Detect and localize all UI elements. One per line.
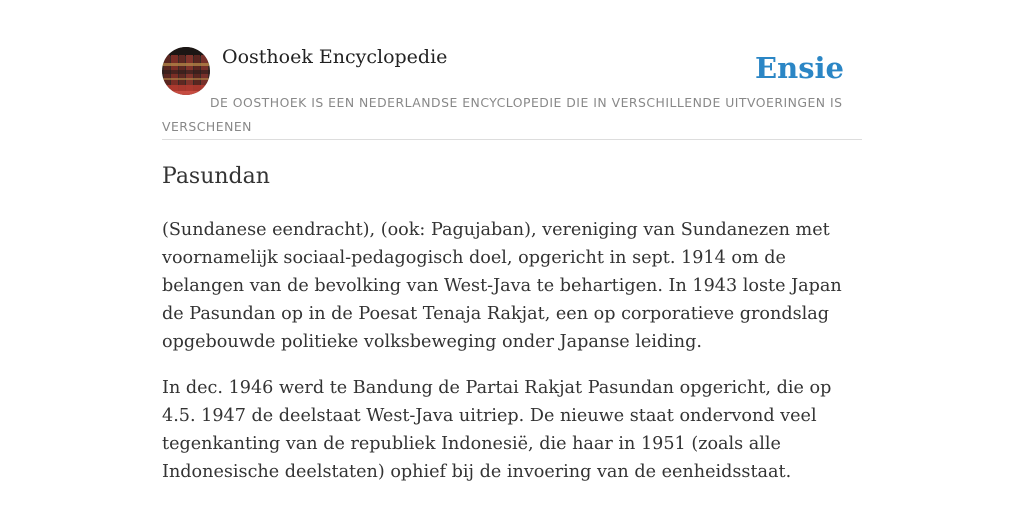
- entry-paragraph: (Sundanese eendracht), (ook: Pagujaban), vereniging van Sundanezen met voornamelijk sociaal-pedagogisch doel, opgericht in sept. 1914 om de belangen van de bevolking van West-Java te behartigen. In 1943 loste Japan de Pasundan op in de Poesat Tenaja Rakjat, een op corporatieve grondslag opgebouwde politieke volksbeweging onder Japanse leiding.: [162, 220, 842, 352]
- entry-paragraph: In dec. 1946 werd te Bandung de Partai Rakjat Pasundan opgericht, die op 4.5. 1947 de deelstaat West-Java uitriep. De nieuwe staat ondervond veel tegenkanting van de republiek Indonesië, die haar in 1951 (zoals alle Indonesische deelstaten) ophief bij de invoering van de eenheidsstaat.: [162, 378, 832, 482]
- source-avatar[interactable]: [162, 47, 210, 95]
- encyclopedia-books-icon: [162, 47, 210, 95]
- entry-body: [162, 216, 862, 504]
- source-title[interactable]: Oosthoek Encyclopedie: [222, 46, 448, 68]
- header-divider: [162, 139, 862, 140]
- source-tagline: DE OOSTHOEK IS EEN NEDERLANDSE ENCYCLOPEDIE DIE IN VERSCHILLENDE UITVOERINGEN IS VERSCHENEN: [162, 95, 843, 134]
- brand-logo[interactable]: Ensie: [755, 51, 844, 85]
- entry-title: Pasundan: [162, 164, 270, 189]
